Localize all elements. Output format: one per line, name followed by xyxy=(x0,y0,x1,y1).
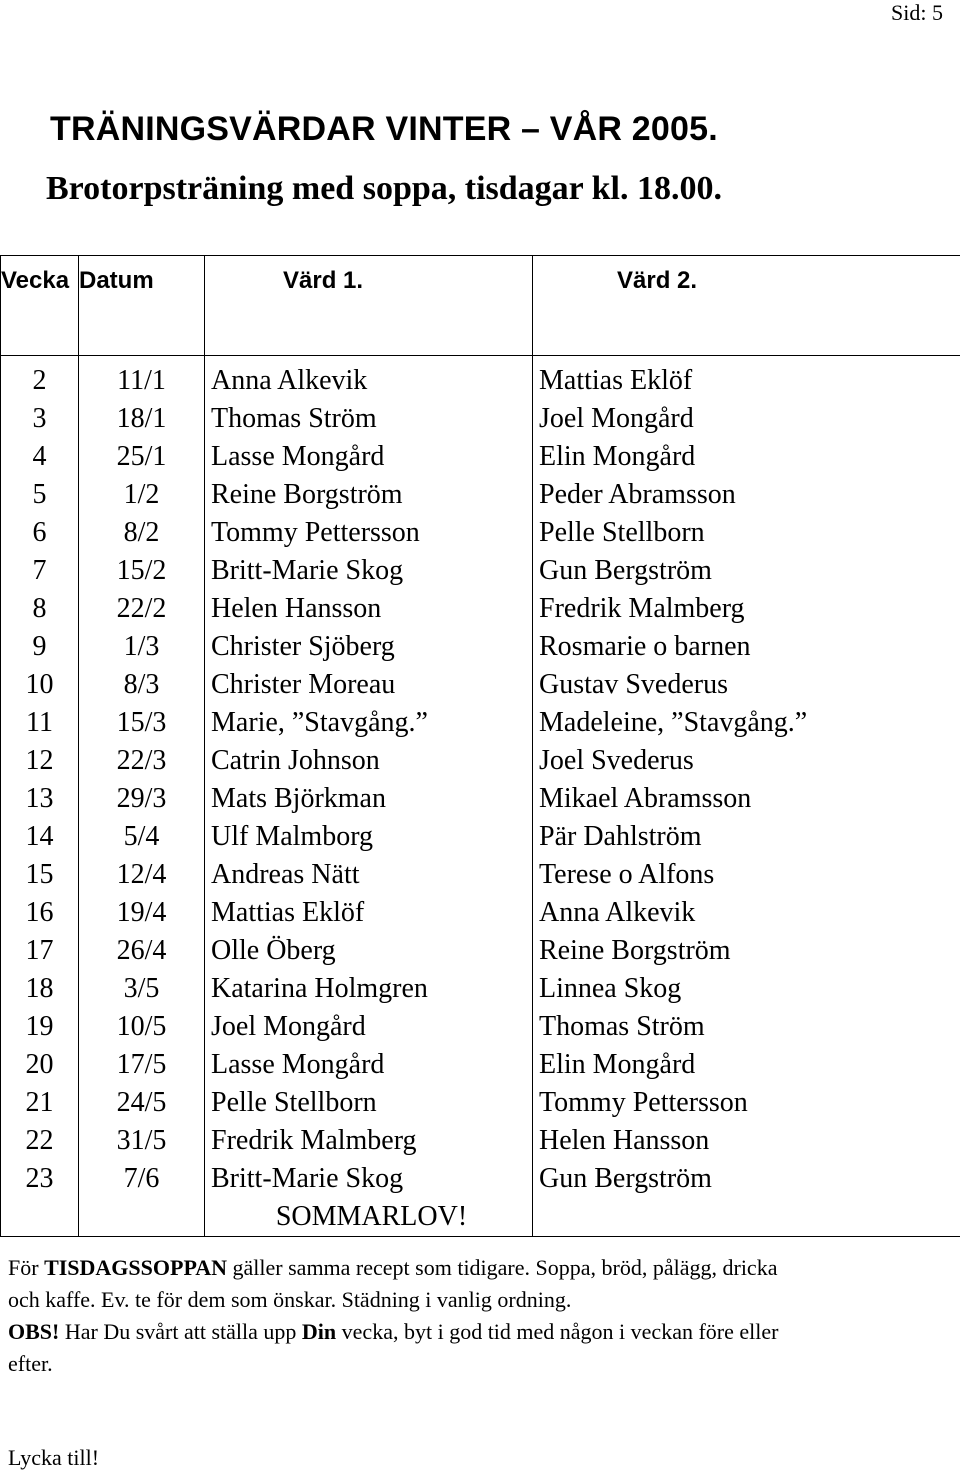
cell-date: 11/1 xyxy=(79,356,205,401)
table-row xyxy=(1,552,960,590)
page-number: Sid: 5 xyxy=(891,0,943,25)
cell-host2: Joel Mongård xyxy=(533,400,960,438)
cell-host1: Anna Alkevik xyxy=(205,356,533,401)
table-row xyxy=(1,1122,960,1160)
cell-week: 12 xyxy=(1,742,79,780)
empty-cell xyxy=(533,1198,960,1237)
table-row xyxy=(1,1046,960,1084)
obs-text-1: Har Du svårt att ställa upp xyxy=(59,1319,302,1344)
cell-date: 15/2 xyxy=(79,552,205,590)
table-row xyxy=(1,1008,960,1046)
cell-host1: Thomas Ström xyxy=(205,400,533,438)
table-row xyxy=(1,742,960,780)
table-row xyxy=(1,932,960,970)
cell-date: 12/4 xyxy=(79,856,205,894)
cell-host1: Christer Moreau xyxy=(205,666,533,704)
cell-date: 8/2 xyxy=(79,514,205,552)
cell-host2: Helen Hansson xyxy=(533,1122,960,1160)
signoff: Lycka till! xyxy=(8,1445,100,1470)
cell-host1: Olle Öberg xyxy=(205,932,533,970)
cell-date: 29/3 xyxy=(79,780,205,818)
cell-host2: Gun Bergström xyxy=(533,552,960,590)
soup-note xyxy=(8,1252,808,1316)
cell-host1: Lasse Mongård xyxy=(205,438,533,476)
cell-week: 7 xyxy=(1,552,79,590)
cell-week: 11 xyxy=(1,704,79,742)
cell-host2: Tommy Pettersson xyxy=(533,1084,960,1122)
cell-week: 8 xyxy=(1,590,79,628)
cell-host1: Joel Mongård xyxy=(205,1008,533,1046)
table-row xyxy=(1,476,960,514)
cell-week: 18 xyxy=(1,970,79,1008)
cell-week: 22 xyxy=(1,1122,79,1160)
host-schedule-table xyxy=(0,255,960,1237)
summer-break-row xyxy=(1,1198,960,1237)
cell-host2: Pelle Stellborn xyxy=(533,514,960,552)
obs-label: OBS! xyxy=(8,1319,60,1344)
table-row xyxy=(1,1084,960,1122)
cell-host2: Pär Dahlström xyxy=(533,818,960,856)
cell-date: 24/5 xyxy=(79,1084,205,1122)
cell-host1: Reine Borgström xyxy=(205,476,533,514)
notes xyxy=(8,1252,808,1380)
cell-week: 6 xyxy=(1,514,79,552)
cell-date: 19/4 xyxy=(79,894,205,932)
cell-date: 7/6 xyxy=(79,1160,205,1198)
header-host2: Värd 2. xyxy=(533,256,960,356)
cell-host1: Christer Sjöberg xyxy=(205,628,533,666)
cell-host2: Reine Borgström xyxy=(533,932,960,970)
table-row xyxy=(1,400,960,438)
cell-date: 22/3 xyxy=(79,742,205,780)
cell-host2: Linnea Skog xyxy=(533,970,960,1008)
cell-host2: Terese o Alfons xyxy=(533,856,960,894)
cell-host1: Andreas Nätt xyxy=(205,856,533,894)
cell-week: 9 xyxy=(1,628,79,666)
cell-host2: Elin Mongård xyxy=(533,438,960,476)
cell-host1: Britt-Marie Skog xyxy=(205,552,533,590)
table-row xyxy=(1,356,960,401)
cell-date: 1/3 xyxy=(79,628,205,666)
cell-date: 31/5 xyxy=(79,1122,205,1160)
soup-note-text: gäller samma recept som tidigare. Soppa, bröd, pålägg, dricka och kaffe. Ev. te för dem som önskar. Städning i vanlig ordning. xyxy=(8,1255,778,1312)
cell-week: 13 xyxy=(1,780,79,818)
cell-host1: Britt-Marie Skog xyxy=(205,1160,533,1198)
cell-host2: Gun Bergström xyxy=(533,1160,960,1198)
cell-host2: Thomas Ström xyxy=(533,1008,960,1046)
cell-week: 21 xyxy=(1,1084,79,1122)
cell-host1: Tommy Pettersson xyxy=(205,514,533,552)
cell-host1: Katarina Holmgren xyxy=(205,970,533,1008)
cell-host2: Mikael Abramsson xyxy=(533,780,960,818)
table-row xyxy=(1,628,960,666)
cell-date: 22/2 xyxy=(79,590,205,628)
cell-host1: Mattias Eklöf xyxy=(205,894,533,932)
obs-text-2: vecka, byt i god tid med någon i veckan före eller efter. xyxy=(8,1319,779,1376)
document-title: TRÄNINGSVÄRDAR VINTER – VÅR 2005. xyxy=(50,110,718,148)
cell-date: 18/1 xyxy=(79,400,205,438)
cell-week: 16 xyxy=(1,894,79,932)
empty-cell xyxy=(1,1198,79,1237)
cell-date: 3/5 xyxy=(79,970,205,1008)
cell-host1: Lasse Mongård xyxy=(205,1046,533,1084)
soup-note-prefix: För xyxy=(8,1255,45,1280)
cell-host2: Elin Mongård xyxy=(533,1046,960,1084)
table-row xyxy=(1,704,960,742)
cell-date: 17/5 xyxy=(79,1046,205,1084)
cell-week: 23 xyxy=(1,1160,79,1198)
cell-host2: Rosmarie o barnen xyxy=(533,628,960,666)
cell-host2: Peder Abramsson xyxy=(533,476,960,514)
cell-week: 4 xyxy=(1,438,79,476)
cell-host1: Catrin Johnson xyxy=(205,742,533,780)
cell-week: 3 xyxy=(1,400,79,438)
cell-week: 17 xyxy=(1,932,79,970)
table-row xyxy=(1,1160,960,1198)
summer-break-label: SOMMARLOV! xyxy=(205,1198,533,1237)
cell-week: 2 xyxy=(1,356,79,401)
cell-host2: Anna Alkevik xyxy=(533,894,960,932)
cell-date: 1/2 xyxy=(79,476,205,514)
table-row xyxy=(1,818,960,856)
cell-date: 8/3 xyxy=(79,666,205,704)
cell-date: 15/3 xyxy=(79,704,205,742)
cell-date: 25/1 xyxy=(79,438,205,476)
cell-host2: Fredrik Malmberg xyxy=(533,590,960,628)
header-host1: Värd 1. xyxy=(205,256,533,356)
cell-week: 10 xyxy=(1,666,79,704)
soup-note-bold: TISDAGSSOPPAN xyxy=(44,1255,228,1280)
cell-host2: Madeleine, ”Stavgång.” xyxy=(533,704,960,742)
cell-week: 5 xyxy=(1,476,79,514)
obs-bold: Din xyxy=(301,1319,337,1344)
table-row xyxy=(1,590,960,628)
cell-date: 5/4 xyxy=(79,818,205,856)
cell-host1: Marie, ”Stavgång.” xyxy=(205,704,533,742)
header-week: Vecka xyxy=(1,256,79,356)
table-row xyxy=(1,856,960,894)
cell-week: 14 xyxy=(1,818,79,856)
table-row xyxy=(1,514,960,552)
table-header-row xyxy=(1,256,960,356)
cell-week: 15 xyxy=(1,856,79,894)
cell-host1: Pelle Stellborn xyxy=(205,1084,533,1122)
cell-host2: Mattias Eklöf xyxy=(533,356,960,401)
cell-host1: Helen Hansson xyxy=(205,590,533,628)
empty-cell xyxy=(79,1198,205,1237)
table-row xyxy=(1,438,960,476)
cell-week: 19 xyxy=(1,1008,79,1046)
cell-host1: Mats Björkman xyxy=(205,780,533,818)
table-row xyxy=(1,970,960,1008)
cell-host2: Gustav Svederus xyxy=(533,666,960,704)
document-subtitle: Brotorpsträning med soppa, tisdagar kl. 18.00. xyxy=(46,170,722,207)
cell-host2: Joel Svederus xyxy=(533,742,960,780)
obs-note xyxy=(8,1316,808,1380)
schedule-body xyxy=(1,356,960,1237)
header-date: Datum xyxy=(79,256,205,356)
table-row xyxy=(1,780,960,818)
table-row xyxy=(1,666,960,704)
cell-host1: Ulf Malmborg xyxy=(205,818,533,856)
cell-host1: Fredrik Malmberg xyxy=(205,1122,533,1160)
cell-date: 26/4 xyxy=(79,932,205,970)
cell-date: 10/5 xyxy=(79,1008,205,1046)
table-row xyxy=(1,894,960,932)
cell-week: 20 xyxy=(1,1046,79,1084)
